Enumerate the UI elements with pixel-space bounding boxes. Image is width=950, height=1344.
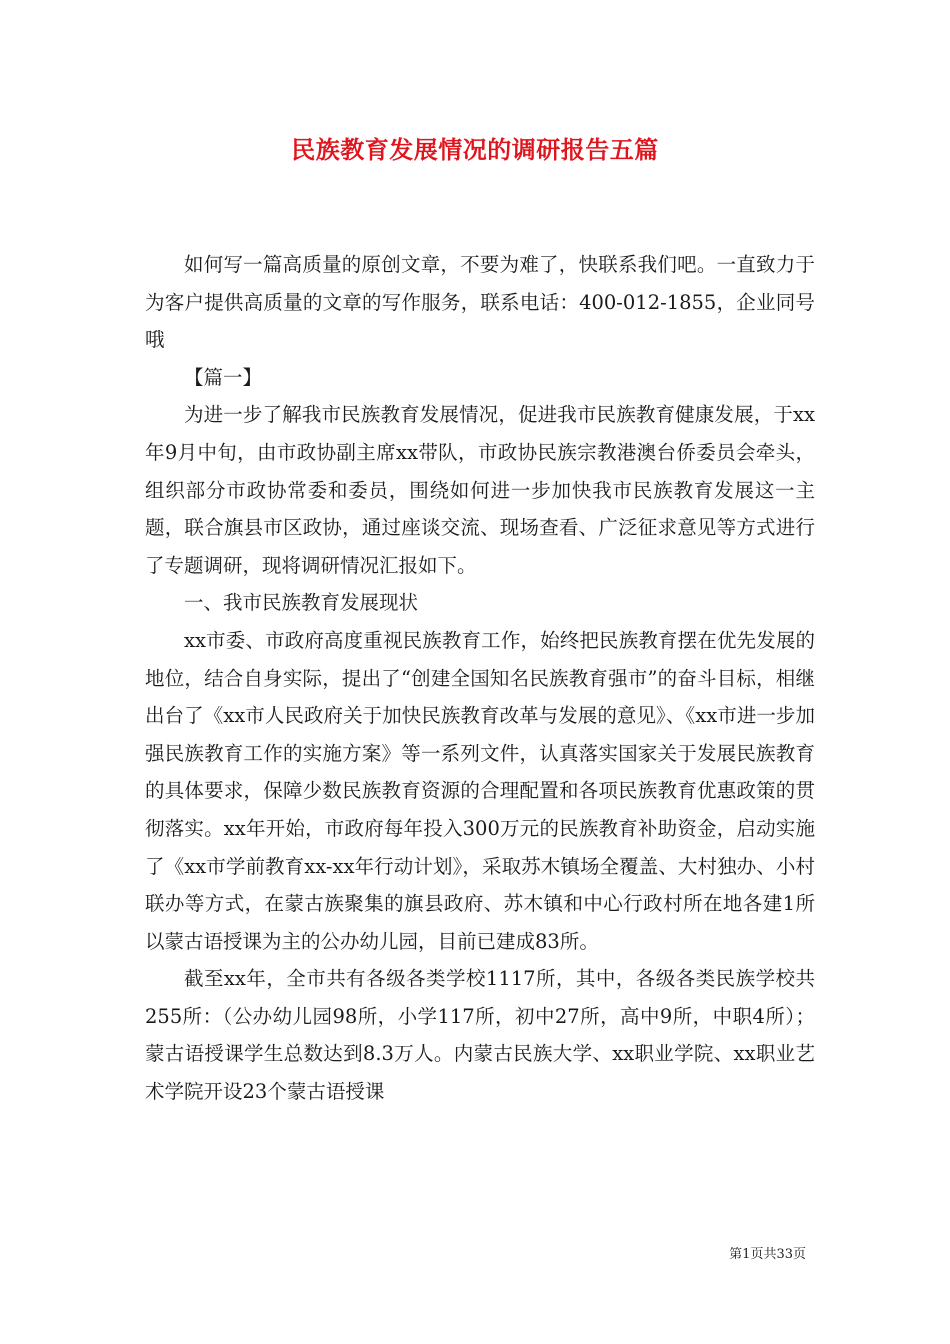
body-paragraph: 截至xx年，全市共有各级各类学校1117所，其中，各级各类民族学校共255所：（公办幼儿园98所，小学117所，初中27所，高中9所，中职4所）；蒙古语授课学生总数达到8.3万人。内蒙古民族大学、xx职业学院、xx职业艺术学院开设23个蒙古语授课 bbox=[145, 967, 815, 1104]
body-paragraph: xx市委、市政府高度重视民族教育工作，始终把民族教育摆在优先发展的地位，结合自身实际，提出了“创建全国知名民族教育强市”的奋斗目标，相继出台了《xx市人民政府关于加快民族教育改革与发展的意见》、《xx市进一步加强民族教育工作的实施方案》等一系列文件，认真落实国家关于发展民族教育的具体要求，保障少数民族教育资源的合理配置和各项民族教育优惠政策的贯彻落实。xx年开始，市政府每年投入300万元的民族教育补助资金，启动实施了《xx市学前教育xx-xx年行动计划》，采取苏木镇场全覆盖、大村独办、小村联办等方式，在蒙古族聚集的旗县政府、苏木镇和中心行政村所在地各建1所以蒙古语授课为主的公办幼儿园，目前已建成83所。 bbox=[145, 628, 815, 953]
section-heading-part-one: 【篇一】 bbox=[184, 365, 263, 389]
subsection-heading: 一、我市民族教育发展现状 bbox=[184, 591, 419, 615]
page-number-footer: 第1页共33页 bbox=[729, 1247, 806, 1262]
body-paragraph: 为进一步了解我市民族教育发展情况，促进我市民族教育健康发展，于xx年9月中旬，由市政协副主席xx带队，市政协民族宗教港澳台侨委员会牵头，组织部分市政协常委和委员，围绕如何进一步加快我市民族教育发展这一主题，联合旗县市区政协，通过座谈交流、现场查看、广泛征求意见等方式进行了专题调研，现将调研情况汇报如下。 bbox=[145, 403, 815, 577]
intro-paragraph: 如何写一篇高质量的原创文章，不要为难了，快联系我们吧。一直致力于为客户提供高质量的文章的写作服务，联系电话：400-012-1855，企业同号哦 bbox=[145, 253, 815, 352]
document-body bbox=[145, 246, 815, 1111]
document-title: 民族教育发展情况的调研报告五篇 bbox=[291, 135, 659, 164]
